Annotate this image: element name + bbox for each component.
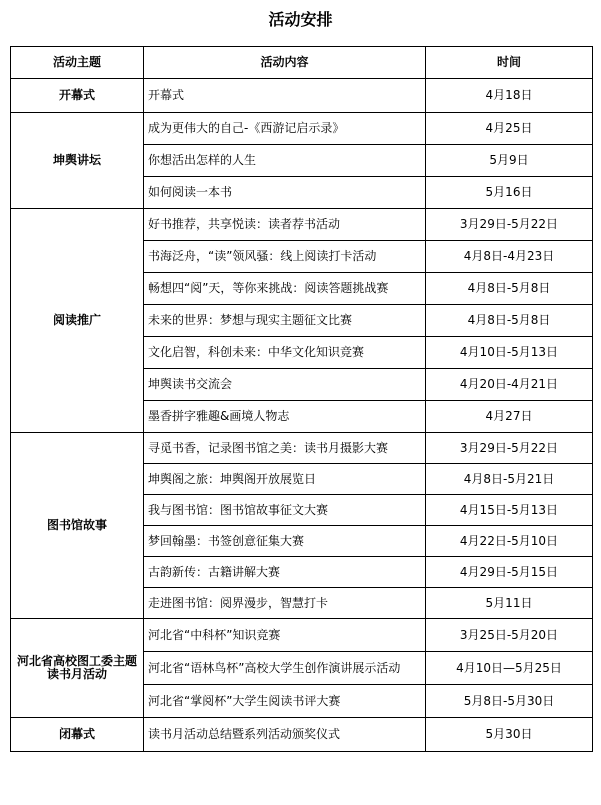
time-cell: 4月29日-5月15日 (426, 557, 593, 588)
time-cell: 4月8日-4月23日 (426, 241, 593, 273)
time-cell: 5月11日 (426, 588, 593, 619)
content-cell: 成为更伟大的自己-《西游记启示录》 (144, 113, 426, 145)
time-cell: 3月29日-5月22日 (426, 433, 593, 464)
time-cell: 5月9日 (426, 145, 593, 177)
time-cell: 5月8日-5月30日 (426, 685, 593, 718)
time-cell: 3月25日-5月20日 (426, 619, 593, 652)
content-cell: 未来的世界：梦想与现实主题征文比赛 (144, 305, 426, 337)
theme-cell: 坤舆讲坛 (11, 113, 144, 209)
time-cell: 4月8日-5月8日 (426, 273, 593, 305)
time-cell: 5月30日 (426, 718, 593, 752)
table-header-row (11, 47, 593, 79)
content-cell: 书海泛舟，“读”领风骚：线上阅读打卡活动 (144, 241, 426, 273)
time-cell: 4月15日-5月13日 (426, 495, 593, 526)
content-cell: 开幕式 (144, 79, 426, 113)
content-cell: 坤舆读书交流会 (144, 369, 426, 401)
theme-cell: 阅读推广 (11, 209, 144, 433)
theme-cell: 闭幕式 (11, 718, 144, 752)
theme-cell: 图书馆故事 (11, 433, 144, 619)
table-row (11, 79, 593, 113)
time-cell: 4月25日 (426, 113, 593, 145)
header-content: 活动内容 (144, 47, 426, 79)
time-cell: 4月22日-5月10日 (426, 526, 593, 557)
content-cell: 河北省“语林鸟杯”高校大学生创作演讲展示活动 (144, 652, 426, 685)
time-cell: 4月20日-4月21日 (426, 369, 593, 401)
theme-cell: 开幕式 (11, 79, 144, 113)
time-cell: 4月8日-5月8日 (426, 305, 593, 337)
content-cell: 寻觅书香，记录图书馆之美：读书月摄影大赛 (144, 433, 426, 464)
content-cell: 文化启智，科创未来：中华文化知识竞赛 (144, 337, 426, 369)
theme-cell: 河北省高校图工委主题读书月活动 (11, 619, 144, 718)
content-cell: 如何阅读一本书 (144, 177, 426, 209)
table-row (11, 209, 593, 241)
content-cell: 河北省“中科杯”知识竞赛 (144, 619, 426, 652)
table-row (11, 113, 593, 145)
time-cell: 5月16日 (426, 177, 593, 209)
header-theme: 活动主题 (11, 47, 144, 79)
table-row (11, 619, 593, 652)
content-cell: 好书推荐，共享悦读：读者荐书活动 (144, 209, 426, 241)
table-row (11, 433, 593, 464)
time-cell: 4月8日-5月21日 (426, 464, 593, 495)
time-cell: 4月18日 (426, 79, 593, 113)
header-time: 时间 (426, 47, 593, 79)
content-cell: 读书月活动总结暨系列活动颁奖仪式 (144, 718, 426, 752)
content-cell: 畅想四“阅”天，等你来挑战：阅读答题挑战赛 (144, 273, 426, 305)
schedule-table (10, 46, 593, 752)
content-cell: 墨香拼字雅趣&画境人物志 (144, 401, 426, 433)
content-cell: 走进图书馆：阅界漫步，智慧打卡 (144, 588, 426, 619)
time-cell: 3月29日-5月22日 (426, 209, 593, 241)
content-cell: 我与图书馆：图书馆故事征文大赛 (144, 495, 426, 526)
content-cell: 梦回翰墨：书签创意征集大赛 (144, 526, 426, 557)
table-row (11, 718, 593, 752)
content-cell: 河北省“掌阅杯”大学生阅读书评大赛 (144, 685, 426, 718)
content-cell: 坤舆阁之旅：坤舆阁开放展览日 (144, 464, 426, 495)
time-cell: 4月10日-5月13日 (426, 337, 593, 369)
page-title: 活动安排 (268, 10, 333, 29)
time-cell: 4月10日—5月25日 (426, 652, 593, 685)
content-cell: 古韵新传：古籍讲解大赛 (144, 557, 426, 588)
time-cell: 4月27日 (426, 401, 593, 433)
content-cell: 你想活出怎样的人生 (144, 145, 426, 177)
